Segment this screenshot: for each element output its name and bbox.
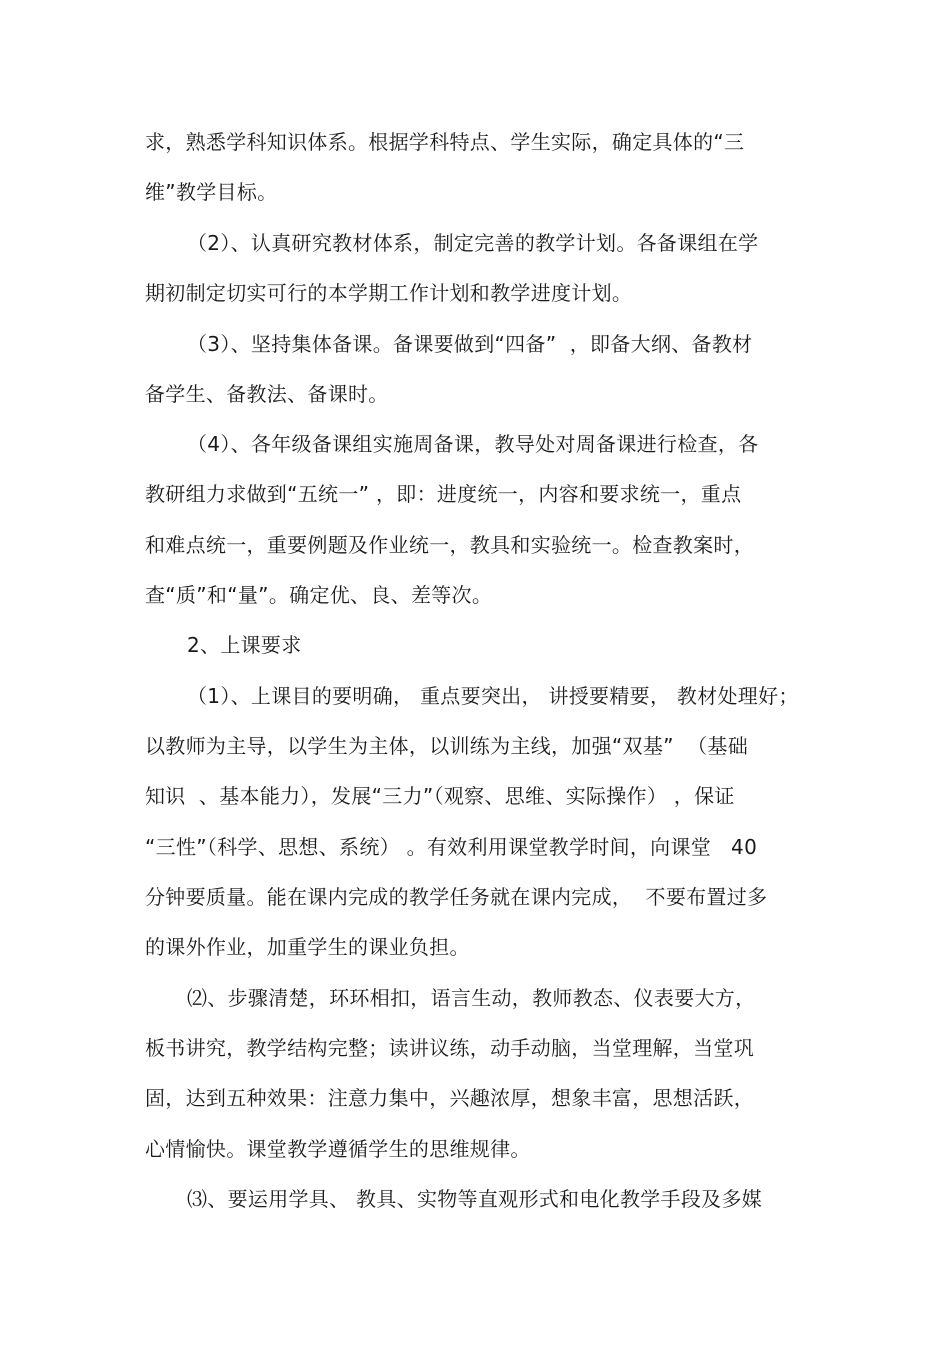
text-line: 和难点统一，重要例题及作业统一，教具和实验统一。检查教案时， — [145, 533, 754, 557]
text-line: 维”教学目标。 — [145, 180, 278, 204]
text-line: （2）、认真研究教材体系，制定完善的教学计划。各备课组在学 — [187, 231, 759, 255]
text-line: 心情愉快。课堂教学遵循学生的思维规律。 — [145, 1137, 531, 1161]
section-heading: 2、上课要求 — [187, 633, 302, 657]
text-line: 知识 、基本能力），发展“三力”（观察、思维、实际操作） ，保证 — [145, 784, 735, 808]
text-line: 期初制定切实可行的本学期工作计划和教学进度计划。 — [145, 281, 633, 305]
text-line: 的课外作业，加重学生的课业负担。 — [145, 935, 470, 959]
text-line: ⑵、步骤清楚，环环相扣，语言生动，教师教态、仪表要大方， — [187, 986, 756, 1010]
text-line: 备学生、备教法、备课时。 — [145, 382, 389, 406]
text-line: ⑶、要运用学具、 教具、实物等直观形式和电化教学手段及多媒 — [187, 1187, 763, 1211]
text-line: 教研组力求做到“五统一” ，即：进度统一，内容和要求统一，重点 — [145, 482, 742, 506]
text-line: 查“质”和“量”。确定优、良、差等次。 — [145, 583, 493, 607]
text-line: （4）、各年级备课组实施周备课，教导处对周备课进行检查，各 — [187, 432, 759, 456]
text-line: 固，达到五种效果：注意力集中，兴趣浓厚，想象丰富，思想活跃， — [145, 1086, 754, 1110]
text-line: 求，熟悉学科知识体系。根据学科特点、学生实际，确定具体的“三 — [145, 130, 745, 154]
text-line: （3）、坚持集体备课。备课要做到“四备” ，即备大纲、备教材 — [187, 332, 753, 356]
text-line: 板书讲究，教学结构完整；读讲议练，动手动脑，当堂理解，当堂巩 — [145, 1036, 754, 1060]
text-line: （1）、上课目的要明确， 重点要突出， 讲授要精要， 教材处理好； — [187, 684, 799, 708]
text-line: 分钟要质量。能在课内完成的教学任务就在课内完成， 不要布置过多 — [145, 885, 768, 909]
text-line: 以教师为主导，以学生为主体，以训练为主线，加强“双基” （基础 — [145, 734, 749, 758]
text-line: “三性”（科学、思想、系统） 。有效利用课堂教学时间，向课堂 40 — [145, 835, 758, 859]
